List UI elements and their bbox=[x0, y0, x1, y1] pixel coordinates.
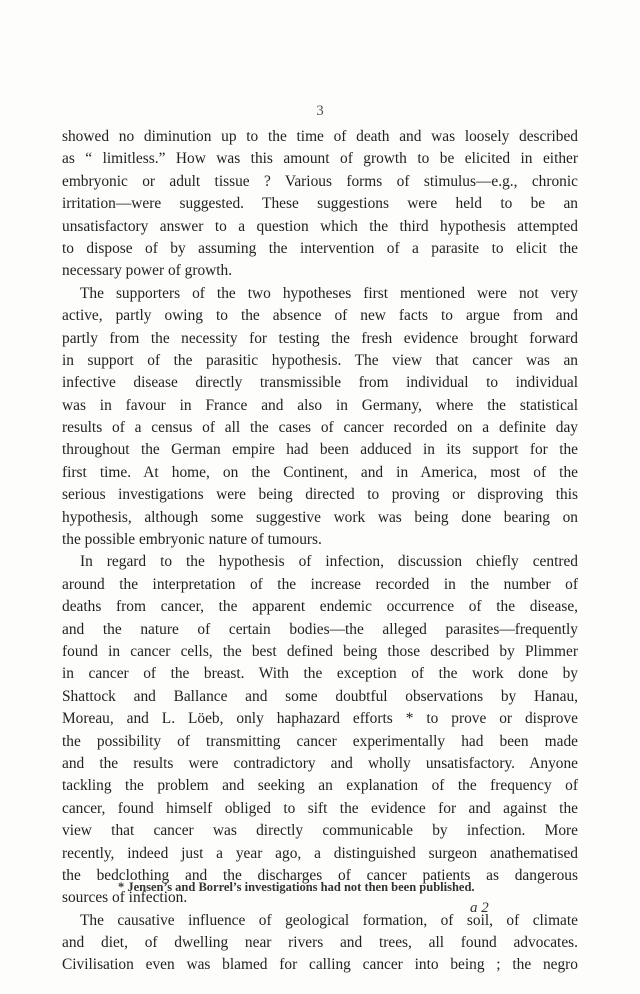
page-number: 3 bbox=[316, 103, 324, 119]
text-line: irritation—were suggested. These suggestions were held to be an bbox=[62, 195, 578, 213]
text-line: necessary power of growth. bbox=[62, 262, 233, 280]
text-line: In regard to the hypothesis of infection, discussion chiefly centred bbox=[80, 553, 578, 571]
text-line: the bedclothing and the discharges of cancer patients as dangerous bbox=[62, 866, 578, 884]
text-line: The causative influence of geological formation, of soil, of climate bbox=[80, 911, 578, 929]
text-line: sources of infection. bbox=[62, 889, 188, 907]
text-line: Civilisation even was blamed for calling cancer into being ; the negro bbox=[62, 956, 578, 974]
text-line: in support of the parasitic hypothesis. The view that cancer was an bbox=[62, 351, 578, 369]
text-line: unsatisfactory answer to a question which the third hypothesis attempted bbox=[62, 217, 578, 235]
text-line: the possibility of transmitting cancer experimentally had been made bbox=[62, 732, 578, 750]
text-line: in cancer of the breast. With the exception of the work done by bbox=[62, 665, 578, 683]
text-line: to dispose of by assuming the intervention of a parasite to elicit the bbox=[62, 239, 578, 257]
text-line: partly from the necessity for testing the fresh evidence brought forward bbox=[62, 329, 578, 347]
text-line: showed no diminution up to the time of death and was loosely described bbox=[62, 128, 578, 145]
text-line: as “ limitless.” How was this amount of growth to be elicited in either bbox=[62, 150, 578, 168]
text-line: throughout the German empire had been adduced in its support for the bbox=[62, 441, 578, 459]
text-line: Shattock and Ballance and some doubtful observations by Hanau, bbox=[62, 687, 578, 705]
text-line: around the interpretation of the increase recorded in the number of bbox=[62, 575, 578, 593]
text-line: view that cancer was directly communicable by infection. More bbox=[62, 822, 578, 840]
body-text bbox=[62, 126, 578, 977]
text-line: infective disease directly transmissible from individual to individual bbox=[62, 374, 578, 392]
text-line: and the results were contradictory and wholly unsatisfactory. Anyone bbox=[62, 754, 578, 772]
text-line: the possible embryonic nature of tumours. bbox=[62, 531, 322, 549]
text-line: The supporters of the two hypotheses first mentioned were not very bbox=[80, 284, 578, 302]
text-line: cancer, found himself obliged to sift the evidence for and against the bbox=[62, 799, 578, 817]
footnote: * Jensen’s and Borrel’s investigations had not then been published. bbox=[118, 880, 475, 894]
text-line: found in cancer cells, the best defined being those described by Plimmer bbox=[62, 642, 578, 660]
text-line: was in favour in France and also in Germany, where the statistical bbox=[62, 396, 578, 414]
text-line: tackling the problem and seeking an explanation of the frequency of bbox=[62, 777, 578, 795]
text-line: serious investigations were being directed to proving or disproving this bbox=[62, 486, 578, 504]
signature-mark: a 2 bbox=[470, 900, 489, 916]
text-line: deaths from cancer, the apparent endemic occurrence of the disease, bbox=[62, 598, 578, 616]
text-line: embryonic or adult tissue ? Various forms of stimulus—e.g., chronic bbox=[62, 172, 578, 190]
text-line: Moreau, and L. Löeb, only haphazard efforts * to prove or disprove bbox=[62, 710, 578, 728]
text-line: hypothesis, although some suggestive work was being done bearing on bbox=[62, 508, 578, 526]
text-line: and the nature of certain bodies—the alleged parasites—frequently bbox=[62, 620, 578, 638]
text-line: and diet, of dwelling near rivers and trees, all found advocates. bbox=[62, 934, 578, 952]
text-line: results of a census of all the cases of cancer recorded on a definite day bbox=[62, 419, 578, 437]
text-line: recently, indeed just a year ago, a distinguished surgeon anathematised bbox=[62, 844, 578, 862]
text-line: active, partly owing to the absence of new facts to argue from and bbox=[62, 307, 578, 325]
text-line: first time. At home, on the Continent, and in America, most of the bbox=[62, 463, 578, 481]
